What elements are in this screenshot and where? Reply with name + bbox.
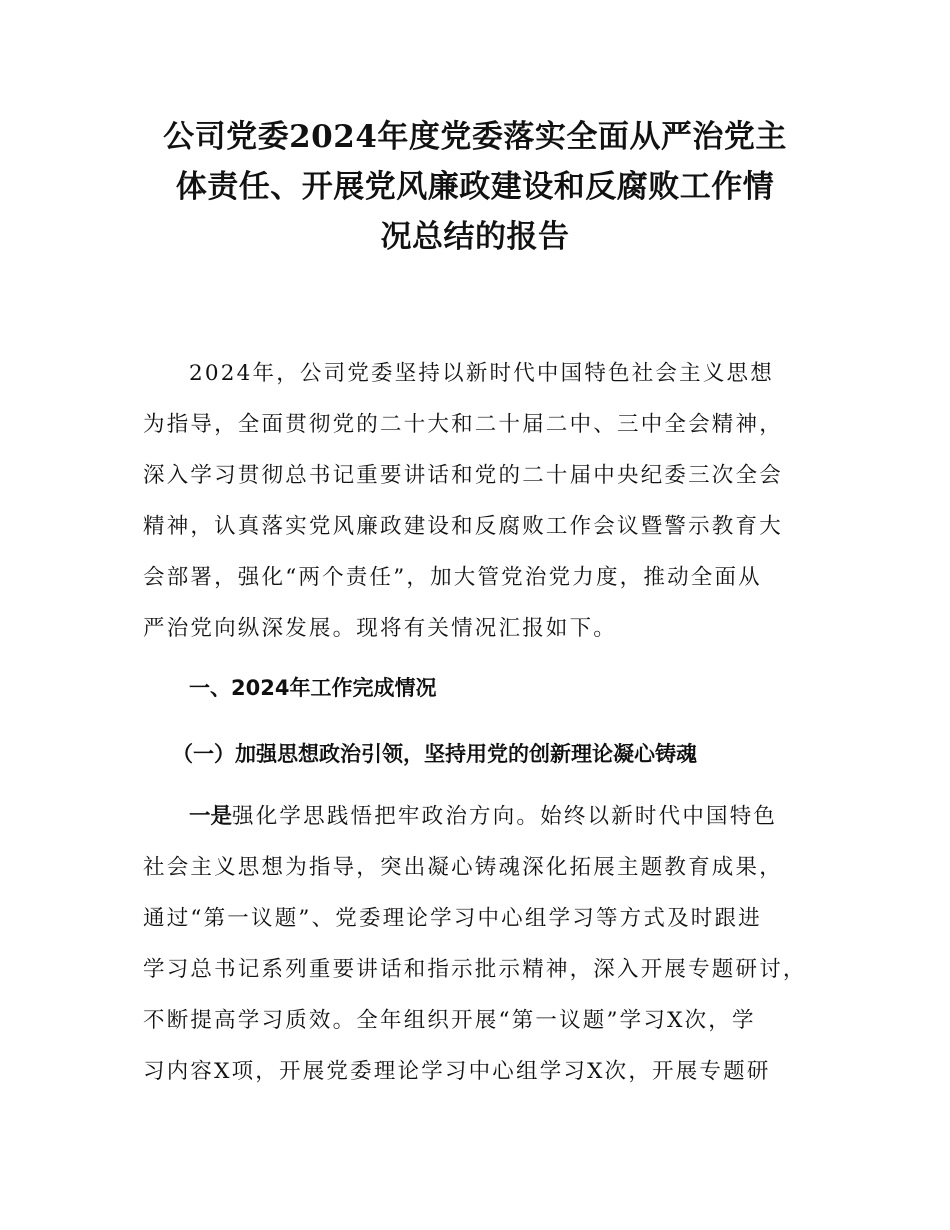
- paragraph-line: 通过“第一议题”、党委理论学习中心组学习等方式及时跟进: [143, 906, 762, 931]
- paragraph-line: 不断提高学习质效。全年组织开展“第一议题”学习X次，学: [143, 1008, 756, 1033]
- paragraph-line: [143, 791, 823, 842]
- paragraph-line: 严治党向纵深发展。现将有关情况汇报如下。: [143, 616, 618, 641]
- body-paragraph: [143, 791, 823, 1097]
- intro-paragraph: [143, 348, 823, 654]
- title-line: 况总结的报告: [380, 219, 570, 255]
- paragraph-line: 会部署，强化“两个责任”，加大管党治党力度，推动全面从: [143, 565, 762, 590]
- title-line: 体责任、开展党风廉政建设和反腐败工作情: [175, 169, 775, 205]
- paragraph-line: 2024年，公司党委坚持以新时代中国特色社会主义思想: [189, 361, 774, 386]
- title-line: 公司党委2024年度党委落实全面从严治党主: [163, 119, 787, 155]
- paragraph-first-line-text: 强化学思践悟把牢政治方向。始终以新时代中国特色: [232, 804, 778, 829]
- paragraph-line: 习内容X项，开展党委理论学习中心组学习X次，开展专题研: [143, 1059, 771, 1084]
- paragraph-line: 学习总书记系列重要讲话和指示批示精神，深入开展专题研讨，: [143, 957, 807, 982]
- paragraph-line: 为指导，全面贯彻党的二十大和二十届二中、三中全会精神，: [143, 412, 783, 437]
- subsection-heading: （一）加强思想政治引领，坚持用党的创新理论凝心铸魂: [172, 742, 697, 766]
- paragraph-line: 社会主义思想为指导，突出凝心铸魂深化拓展主题教育成果，: [143, 855, 783, 880]
- section-heading: 一、2024年工作完成情况: [189, 676, 437, 700]
- paragraph-line: 精神，认真落实党风廉政建设和反腐败工作会议暨警示教育大: [143, 514, 783, 539]
- document-title: [120, 112, 830, 262]
- paragraph-line: 深入学习贯彻总书记重要讲话和党的二十届中央纪委三次全会: [143, 463, 783, 488]
- paragraph-lead: 一是: [189, 804, 233, 829]
